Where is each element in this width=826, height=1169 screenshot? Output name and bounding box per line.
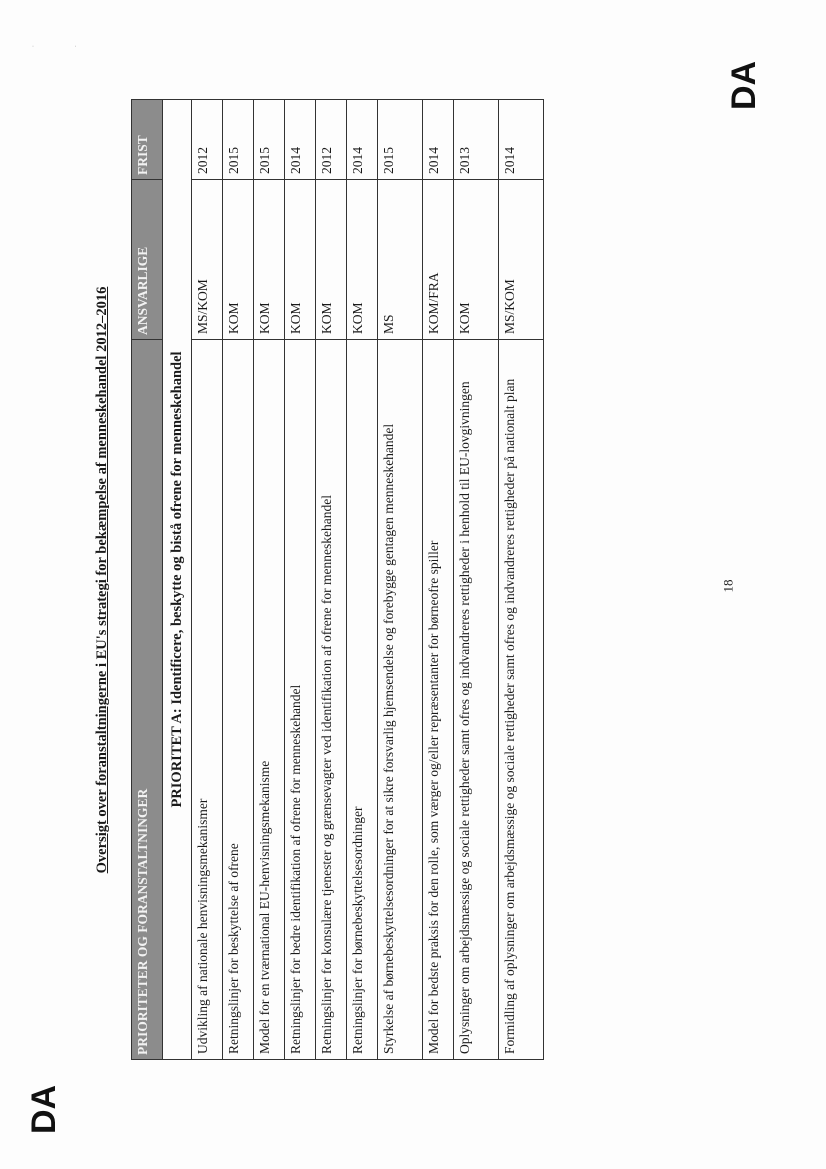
deadline-cell: 2014 [423,100,454,180]
measures-table [131,99,544,1060]
measure-cell: Model for bedste praksis for den rolle, som værger og/eller repræsentanter for børneofre spiller [423,340,454,1060]
table-header-row [132,100,163,1060]
section-heading: PRIORITET A: Identificere, beskytte og bistå ofrene for menneskehandel [163,100,192,1060]
measure-cell: Model for en tværnational EU-henvisningsmekanisme [254,340,285,1060]
responsible-cell: KOM/FRA [423,180,454,340]
deadline-cell: 2015 [378,100,423,180]
responsible-cell: MS [378,180,423,340]
responsible-cell: KOM [223,180,254,340]
document-title: Oversigt over foranstaltningerne i EU's strategi for bekæmpelse af menneskehandel 2012–2016 [94,286,110,874]
deadline-cell: 2014 [347,100,378,180]
table-row [499,100,544,1060]
measure-cell: Styrkelse af børnebeskyttelsesordninger for at sikre forsvarlig hjemsendelse og forebygge gentagen menneskehandel [378,340,423,1060]
deadline-cell: 2012 [192,100,223,180]
responsible-cell: KOM [347,180,378,340]
measure-cell: Retningslinjer for bedre identifikation af ofrene for menneskehandel [285,340,316,1060]
measure-cell: Oplysninger om arbejdsmæssige og sociale rettigheder samt ofres og indvandreres rettigheder i henhold til EU-lovgivningen [454,340,499,1060]
responsible-cell: KOM [454,180,499,340]
deadline-cell: 2015 [223,100,254,180]
table-row [192,100,223,1060]
deadline-cell: 2015 [254,100,285,180]
scan-specks: · · [32,44,77,50]
language-label-bottom: DA [25,1084,64,1135]
table-row [378,100,423,1060]
measure-cell: Udvikling af nationale henvisningsmekanismer [192,340,223,1060]
deadline-cell: 2012 [316,100,347,180]
header-responsible: ANSVARLIGE [132,180,163,340]
measure-cell: Retningslinjer for beskyttelse af ofrene [223,340,254,1060]
deadline-cell: 2014 [285,100,316,180]
responsible-cell: MS/KOM [192,180,223,340]
deadline-cell: 2013 [454,100,499,180]
table-row [316,100,347,1060]
page-number: 18 [720,579,736,593]
measure-cell: Retningslinjer for børnebeskyttelsesordninger [347,340,378,1060]
table-row [254,100,285,1060]
table-row [423,100,454,1060]
language-label-top: DA [725,60,764,111]
responsible-cell: KOM [316,180,347,340]
table-row [347,100,378,1060]
header-measures: PRIORITETER OG FORANSTALTNINGER [132,340,163,1060]
table-row [223,100,254,1060]
header-deadline: FRIST [132,100,163,180]
deadline-cell: 2014 [499,100,544,180]
responsible-cell: KOM [285,180,316,340]
rotated-content [93,100,703,1060]
responsible-cell: KOM [254,180,285,340]
measure-cell: Formidling af oplysninger om arbejdsmæssige og sociale rettigheder samt ofres og indvandreres rettigheder på nationalt plan [499,340,544,1060]
measure-cell: Retningslinjer for konsulære tjenester og grænsevagter ved identifikation af ofrene for menneskehandel [316,340,347,1060]
table-row [454,100,499,1060]
responsible-cell: MS/KOM [499,180,544,340]
table-row [285,100,316,1060]
section-row [163,100,192,1060]
